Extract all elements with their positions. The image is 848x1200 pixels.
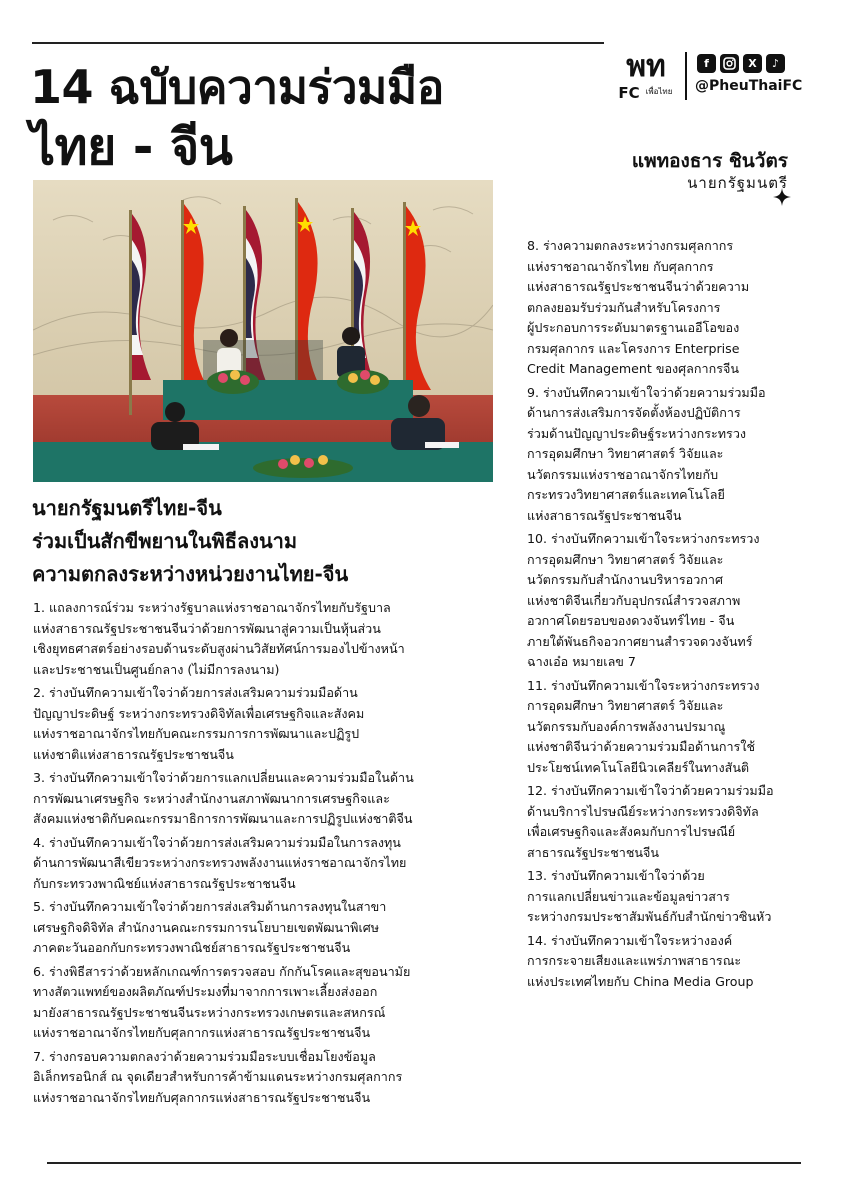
agreement-item-line: ด้านการพัฒนาสีเขียวระหว่างกระทรวงพลังงานแห่งราชอาณาจักรไทย — [33, 855, 407, 870]
agreement-item — [33, 897, 503, 959]
agreement-item-line: แห่งประเทศไทยกับ China Media Group — [527, 973, 754, 989]
agreement-item-line: ร่วมด้านปัญญาประดิษฐ์ระหว่างกระทรวง — [527, 425, 747, 441]
x-icon[interactable]: X — [743, 54, 762, 73]
subhead-line-1: นายกรัฐมนตรีไทย-จีน — [32, 496, 222, 520]
agreement-item-line: 3. ร่างบันทึกความเข้าใจว่าด้วยการแลกเปลี่ยนและความร่วมมือในด้าน — [33, 770, 414, 785]
headline-line-1: 14 ฉบับความร่วมมือ — [30, 60, 444, 114]
agreement-item-line: นวัตกรรมกับองค์การพลังงานปรมาณู — [527, 718, 726, 734]
agreement-item-line: แห่งสาธารณรัฐประชาชนจีนว่าด้วยความ — [527, 279, 750, 294]
subhead — [32, 492, 502, 591]
subhead-line-2: ร่วมเป็นสักขีพยานในพิธีลงนาม — [32, 529, 298, 553]
subhead-line-3: ความตกลงระหว่างหน่วยงานไทย-จีน — [32, 562, 349, 586]
agreement-item-line: ฉางเอ๋อ หมายเลข 7 — [527, 654, 636, 669]
agreement-item-line: และประชาชนเป็นศูนย์กลาง (ไม่มีการลงนาม) — [33, 661, 280, 677]
agreement-item-line: ภาคตะวันออกกับกระทรวงพาณิชย์สาธารณรัฐประชาชนจีน — [33, 940, 351, 955]
agreement-item-line: กระทรวงวิทยาศาสตร์และเทคโนโลยี — [527, 487, 725, 502]
sparkle-icon — [773, 188, 791, 206]
agreement-item — [527, 931, 827, 993]
agreement-item-line: 12. ร่างบันทึกความเข้าใจว่าด้วยความร่วมมือ — [527, 783, 774, 798]
top-rule — [32, 42, 604, 44]
brand-divider — [685, 52, 687, 100]
agreement-item — [33, 683, 503, 765]
flower-arrangement-left — [207, 370, 259, 394]
agreement-item-line: ปัญญาประดิษฐ์ ระหว่างกระทรวงดิจิทัลเพื่อเศรษฐกิจและสังคม — [33, 705, 365, 721]
agreement-item-line: 6. ร่างพิธีสารว่าด้วยหลักเกณฑ์การตรวจสอบ กักกันโรคและสุขอนามัย — [33, 963, 411, 979]
agreement-item-line: แห่งชาติจีนเกี่ยวกับอุปกรณ์สำรวจสภาพ — [527, 592, 741, 608]
agreement-item — [527, 236, 827, 380]
agreement-list-right — [527, 236, 827, 995]
agreement-item-line: กรมศุลกากร และโครงการ Enterprise — [527, 340, 740, 356]
logo-tagline: เพื่อไทย — [645, 87, 673, 96]
agreement-item-line: นวัตกรรมกับสำนักงานบริหารอวกาศ — [527, 572, 723, 587]
agreement-item-line: 10. ร่างบันทึกความเข้าใจระหว่างกระทรวง — [527, 531, 760, 546]
agreement-item-line: อวกาศโดยรอบของดวงจันทร์ไทย - จีน — [527, 613, 735, 628]
agreement-item-line: Credit Management ของศุลกากรจีน — [527, 361, 739, 376]
social-icons — [697, 54, 785, 73]
agreement-item-line: นวัตกรรมแห่งราชอาณาจักรไทยกับ — [527, 466, 719, 482]
pheu-thai-fc-logo — [615, 46, 677, 104]
agreement-item-line: แห่งชาติจีนว่าด้วยความร่วมมือด้านการใช้ — [527, 739, 756, 754]
agreement-item-line: 13. ร่างบันทึกความเข้าใจว่าด้วย — [527, 868, 705, 883]
headline — [30, 58, 590, 178]
agreement-item-line: ด้านบริการไปรษณีย์ระหว่างกระทรวงดิจิทัล — [527, 803, 759, 819]
facebook-icon[interactable]: f — [697, 54, 716, 73]
agreement-item-line: มายังสาธารณรัฐประชาชนจีนระหว่างกระทรวงเกษตรและสหกรณ์ — [33, 1004, 386, 1020]
agreement-item-line: แห่งราชอาณาจักรไทย กับศุลกากร — [527, 258, 714, 274]
agreement-item-line: กับกระทรวงพาณิชย์แห่งสาธารณรัฐประชาชนจีน — [33, 875, 296, 891]
agreement-item-line: ตกลงยอมรับร่วมกันสำหรับโครงการ — [527, 299, 721, 315]
agreement-item — [33, 1047, 503, 1109]
logo-text: พท — [626, 49, 666, 84]
agreement-item-line: สังคมแห่งชาติกับคณะกรรมาธิการการพัฒนาและการปฏิรูปแห่งชาติจีน — [33, 811, 413, 826]
agreement-item-line: 14. ร่างบันทึกความเข้าใจระหว่างองค์ — [527, 932, 733, 948]
byline-title: นายกรัฐมนตรี — [687, 174, 788, 192]
agreement-item-line: ด้านการส่งเสริมการจัดตั้งห้องปฏิบัติการ — [527, 405, 741, 420]
agreement-item-line: การอุดมศึกษา วิทยาศาสตร์ วิจัยและ — [527, 551, 724, 567]
agreement-item-line: การอุดมศึกษา วิทยาศาสตร์ วิจัยและ — [527, 698, 724, 713]
agreement-item-line: 11. ร่างบันทึกความเข้าใจระหว่างกระทรวง — [527, 677, 760, 693]
agreement-item-line: 1. แถลงการณ์ร่วม ระหว่างรัฐบาลแห่งราชอาณาจักรไทยกับรัฐบาล — [33, 600, 391, 615]
agreement-item-line: แห่งสาธารณรัฐประชาชนจีน — [527, 507, 682, 523]
agreement-item — [527, 866, 827, 928]
agreement-item-line: แห่งสาธารณรัฐประชาชนจีนว่าด้วยการพัฒนาสู่ความเป็นหุ้นส่วน — [33, 620, 381, 636]
agreement-item-line: การพัฒนาเศรษฐกิจ ระหว่างสำนักงานสภาพัฒนาการเศรษฐกิจและ — [33, 790, 390, 806]
agreement-item-line: แห่งราชอาณาจักรไทยกับศุลกากรแห่งสาธารณรัฐประชาชนจีน — [33, 1089, 371, 1105]
agreement-item — [33, 962, 503, 1044]
signing-ceremony-photo — [33, 180, 493, 482]
byline-name: แพทองธาร ชินวัตร — [631, 150, 788, 172]
brand-block — [615, 46, 830, 106]
agreement-item-line: 4. ร่างบันทึกความเข้าใจว่าด้วยการส่งเสริมความร่วมมือในการลงทุน — [33, 834, 401, 850]
agreement-item-line: ผู้ประกอบการระดับมาตรฐานเออีโอของ — [527, 320, 740, 335]
agreement-item — [33, 768, 503, 830]
agreement-item — [33, 598, 503, 680]
agreement-item-line: เศรษฐกิจดิจิทัล สำนักงานคณะกรรมการนโยบายเขตพัฒนาพิเศษ — [33, 919, 380, 935]
agreement-item-line: ทางสัตวแพทย์ของผลิตภัณฑ์ประมงที่มาจากการเพาะเลี้ยงส่งออก — [33, 984, 378, 999]
agreement-item-line: 9. ร่างบันทึกความเข้าใจว่าด้วยความร่วมมือ — [527, 384, 766, 400]
headline-line-2: ไทย - จีน — [30, 118, 233, 176]
tiktok-icon[interactable]: ♪ — [766, 54, 785, 73]
instagram-icon[interactable] — [720, 54, 739, 73]
logo-sub: FC — [618, 84, 640, 102]
agreement-item-line: แห่งราชอาณาจักรไทยกับคณะกรรมการการพัฒนาและปฏิรูป — [33, 726, 360, 741]
flower-arrangement-right — [337, 370, 389, 394]
agreement-item-line: ประโยชน์เทคโนโลยีนิวเคลียร์ในทางสันติ — [527, 759, 750, 775]
agreement-item — [527, 383, 827, 527]
agreement-item-line: 7. ร่างกรอบความตกลงว่าด้วยความร่วมมือระบบเชื่อมโยงข้อมูล — [33, 1048, 376, 1064]
agreement-item-line: เพื่อเศรษฐกิจและสังคมกับการไปรษณีย์ — [527, 824, 736, 839]
agreement-item — [33, 833, 503, 895]
bottom-rule — [47, 1162, 801, 1164]
agreement-item-line: แห่งชาติแห่งสาธารณรัฐประชาชนจีน — [33, 746, 234, 762]
agreement-item-line: การอุดมศึกษา วิทยาศาสตร์ วิจัยและ — [527, 446, 724, 461]
agreement-item-line: ภายใต้พันธกิจอวกาศยานสำรวจดวงจันทร์ — [527, 633, 753, 649]
agreement-item-line: 2. ร่างบันทึกความเข้าใจว่าด้วยการส่งเสริมความร่วมมือด้าน — [33, 685, 358, 700]
agreement-item — [527, 529, 827, 673]
agreement-item-line: การแลกเปลี่ยนข่าวและข้อมูลข่าวสาร — [527, 888, 730, 904]
agreement-item-line: เชิงยุทธศาสตร์อย่างรอบด้านระดับสูงผ่านวิสัยทัศน์การมองไปข้างหน้า — [33, 641, 405, 656]
agreement-item — [527, 781, 827, 863]
agreement-item-line: 8. ร่างความตกลงระหว่างกรมศุลกากร — [527, 238, 734, 253]
agreement-item-line: อิเล็กทรอนิกส์ ณ จุดเดียวสำหรับการค้าข้ามแดนระหว่างกรมศุลกากร — [33, 1069, 403, 1084]
agreement-item-line: ระหว่างกรมประชาสัมพันธ์กับสำนักข่าวซินหัว — [527, 909, 772, 924]
agreement-item-line: แห่งราชอาณาจักรไทยกับศุลกากรแห่งสาธารณรัฐประชาชนจีน — [33, 1025, 371, 1040]
agreement-item — [527, 676, 827, 779]
agreement-item-line: สาธารณรัฐประชาชนจีน — [527, 844, 659, 860]
agreement-item-line: การกระจายเสียงและแพร่ภาพสาธารณะ — [527, 953, 742, 968]
agreement-list-left — [33, 598, 503, 1111]
brand-handle[interactable]: @PheuThaiFC — [695, 78, 803, 94]
agreement-item-line: 5. ร่างบันทึกความเข้าใจว่าด้วยการส่งเสริมด้านการลงทุนในสาขา — [33, 899, 387, 914]
